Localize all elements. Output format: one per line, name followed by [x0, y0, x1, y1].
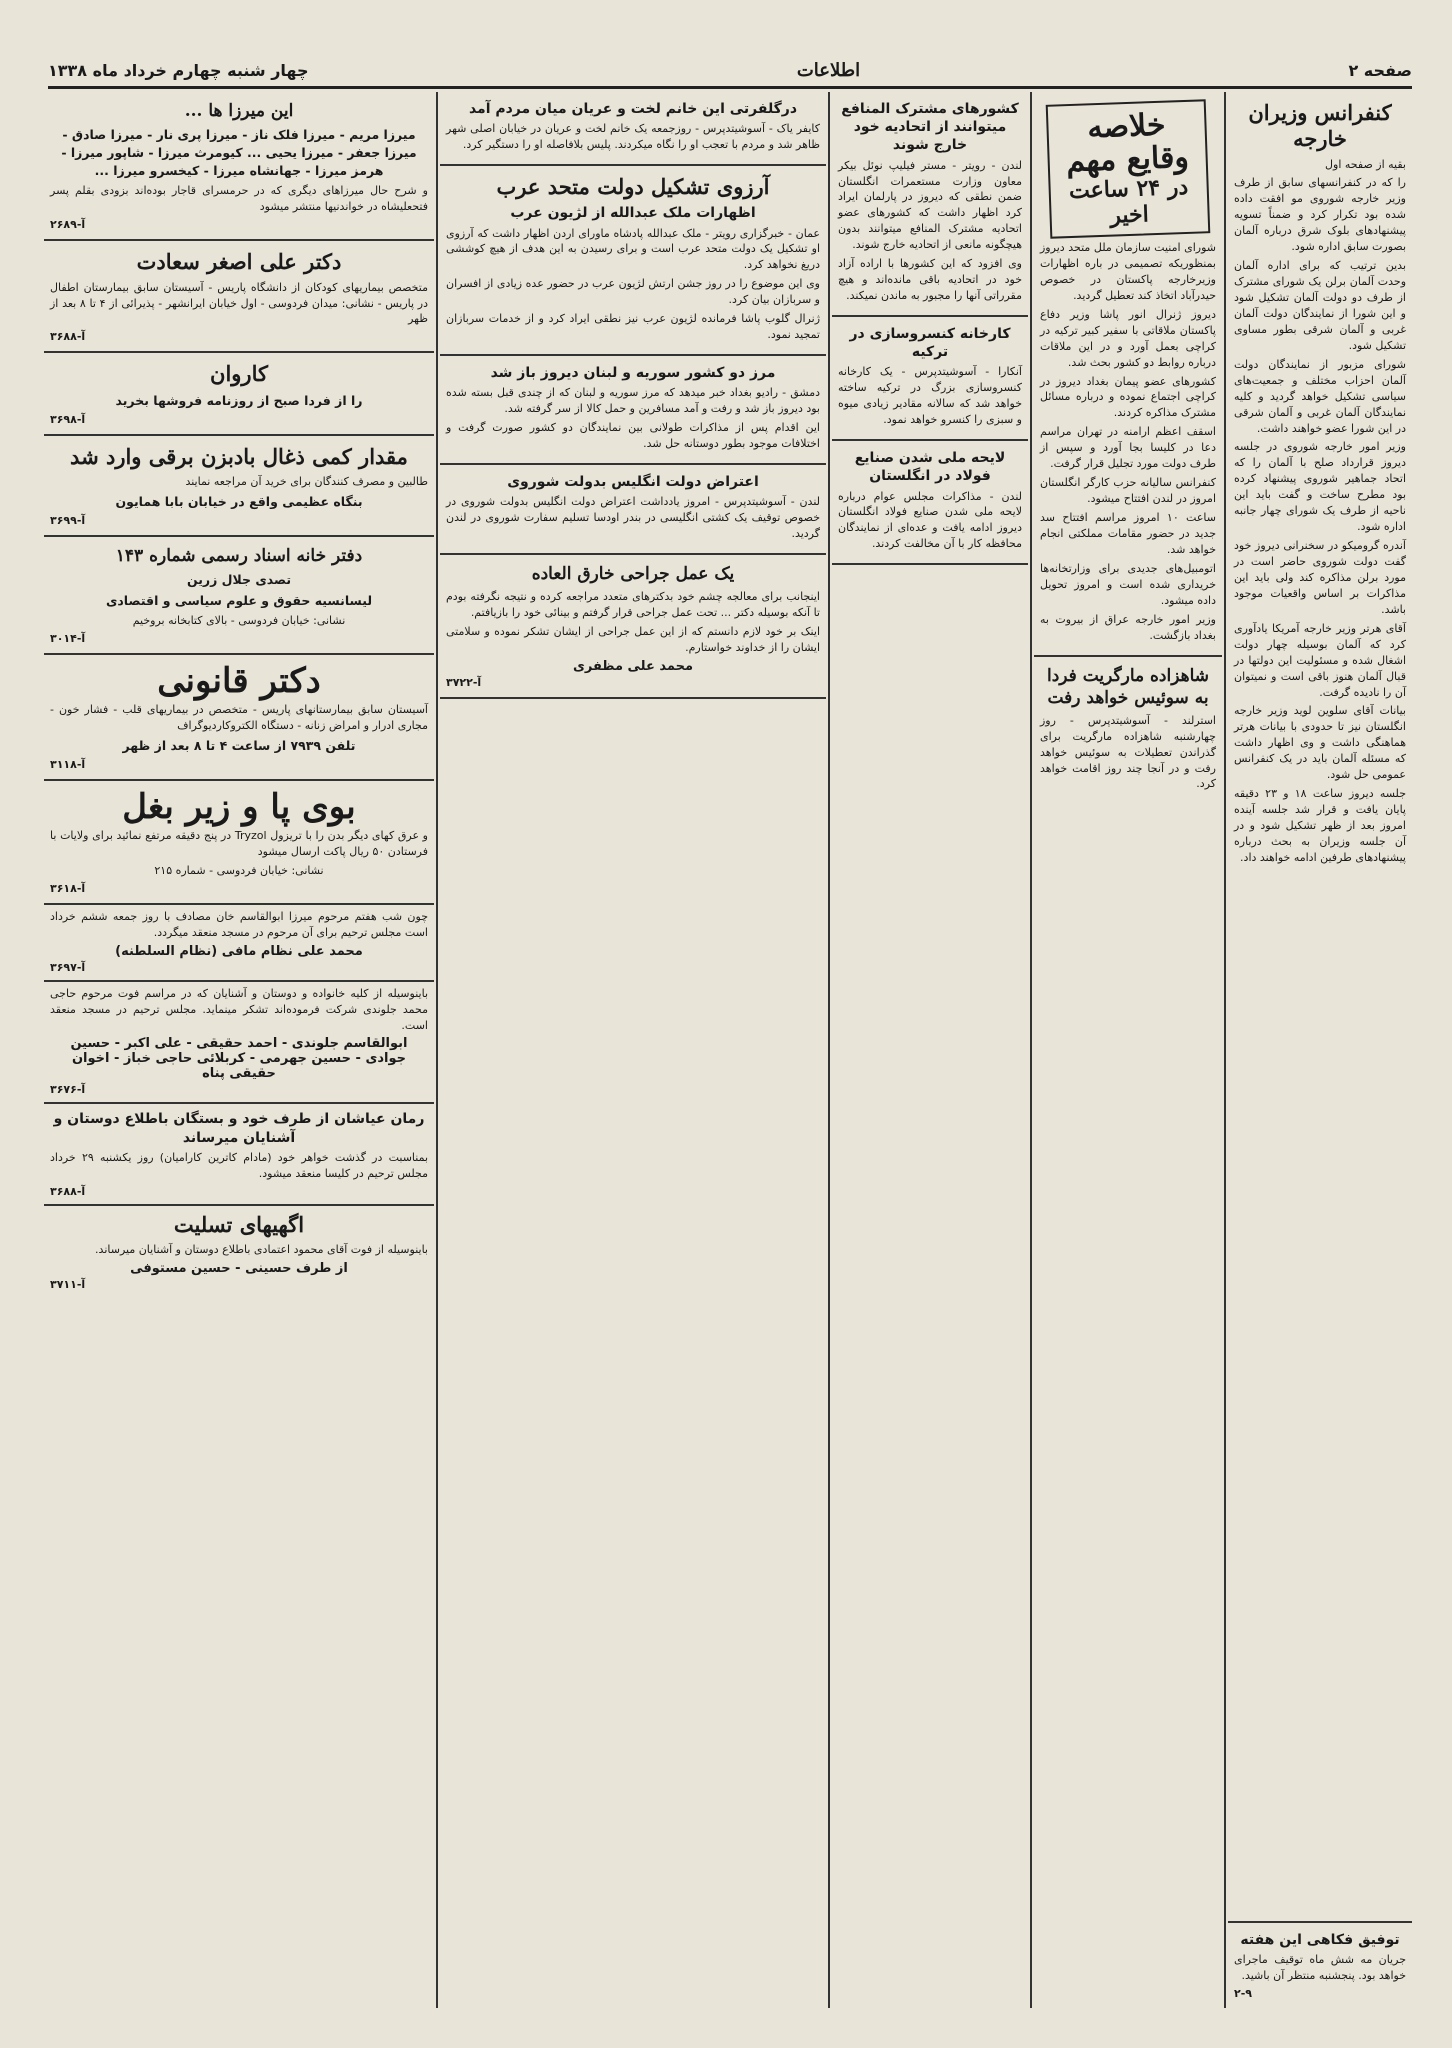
column-summary — [1034, 92, 1222, 2008]
article-steel — [832, 441, 1028, 565]
ad-charcoal — [44, 436, 434, 537]
paragraph: کنفرانس سالیانه حزب کارگر انگلستان امروز در لندن افتتاح میشود. — [1040, 476, 1216, 506]
ad-text: باینوسیله از فوت آقای محمود اعتمادی باطلاع دوستان و آشنایان میرساند. — [95, 1242, 428, 1256]
article-title: کشورهای مشترک المنافع میتوانند از اتحادیه خود خارج شوند — [841, 101, 1019, 154]
paragraph: آنکارا - آسوشیتدپرس - یک کارخانه کنسروسازی بزرگ در ترکیه ساخته خواهد شد که سالانه مقادیر زیادی میوه و سبزی را کنسرو خواهد نمود. — [838, 365, 1022, 427]
paragraph: بیانات آقای سلوین لوید وزیر خارجه انگلستان نیز تا حدودی با بیانات هرتر هماهنگی داشت و وی اظهار داشت که مسئله آلمان باید در یک کنفرانس عمومی حل شود. — [1234, 704, 1406, 782]
section-title: اگهیهای تسلیت — [173, 1211, 305, 1237]
paragraph: اینک بر خود لازم دانستم که از این عمل جراحی از ایشان تشکر نموده و سلامتی ایشان را از خداوند خواستارم. — [446, 624, 820, 654]
ad-memorial-2 — [44, 982, 434, 1105]
ad-title: مقدار کمی ذغال بادبزن برقی وارد شد — [70, 443, 408, 469]
paragraph: کایفر یاک - آسوشیتدپرس - روزجمعه یک خانم لخت و عریان در خیابان اصلی شهر ظاهر شد و مردم با تعجب او را نگاه میکردند. پلیس بلافاصله او را دستگیر کرد. — [446, 122, 820, 152]
signature: محمد علی نظام مافی (نظام السلطنه) — [115, 943, 363, 959]
news-summary — [1034, 92, 1222, 657]
ad-text: بمناسبت در گذشت خواهر خود (مادام کاترین کارامیان) روز یکشنبه ۲۹ خرداد مجلس ترحیم در کلیسا منعقد میشود. — [50, 1150, 429, 1180]
header-rule — [48, 86, 1412, 89]
ad-text: تلفن ۷۹۳۹ از ساعت ۴ تا ۸ بعد از ظهر — [122, 738, 356, 754]
ad-code: آ-۳۶۷۶ — [50, 1083, 86, 1097]
ad-text: میرزا مریم - میرزا فلک ناز - میرزا پری نار - میرزا صادق - میرزا جعفر - میرزا یحیی ... کیومرث میرزا - شاپور میرزا - هرمز میرزا - جهانشاه میرزا - کیخسرو میرزا ... — [61, 127, 417, 179]
ad-doctor-saadat — [44, 241, 434, 353]
ad-text: متخصص بیماریهای کودکان از دانشگاه پاریس - آسیستان سابق بیمارستان اطفال در پاریس - نشانی: میدان فردوسی - اول خیابان ایرانشهر - پذیرائی از ۴ تا ۸ بعد از ظهر — [50, 280, 428, 326]
ad-text: آسیستان سابق بیمارستانهای پاریس - متخصص در بیماریهای قلب - فشار خون - مجاری ادرار و امراض زنانه - دستگاه الکتروکاردیوگراف — [50, 703, 428, 733]
paragraph: وزیر امور خارجه عراق از بیروت به بغداد بازگشت. — [1040, 612, 1216, 642]
article-title: کارخانه کنسروسازی در ترکیه — [849, 326, 1011, 361]
ad-code: آ-۳۶۸۸ — [50, 1184, 86, 1198]
ad-code: آ-۳۶۸۸ — [50, 330, 86, 344]
ad-text: نشانی: خیابان فردوسی - بالای کتابخانه بروخیم — [132, 614, 346, 628]
ad-doctor-ghanouni — [44, 655, 434, 781]
paragraph: کشورهای عضو پیمان بغداد دیروز در کراچی اجتماع نموده و درباره مسائل مشترک مذاکره کردند. — [1040, 374, 1216, 420]
signature: از طرف حسینی - حسین مستوفی — [130, 1260, 348, 1276]
ad-title: دکتر قانونی — [157, 661, 321, 702]
paragraph: شورای امنیت سازمان ملل متحد دیروز بمنظوریکه تصمیمی در باره اظهارات وزیرخارجه پاکستان در خصوص حیدرآباد اتخاذ کند تعطیل گردید. — [1040, 241, 1216, 302]
paragraph: دمشق - رادیو بغداد خبر میدهد که مرز سوریه و لبنان که از چندی قبل بسته شده بود دیروز باز شد و رفت و آمد مسافرین و حمل کالا از سر گرفته شد. — [446, 386, 820, 416]
logo-line: خلاصه وقایع مهم — [1065, 107, 1190, 180]
paragraph: شورای مزبور از نمایندگان دولت آلمان احزاب مختلف و جمعیت‌های سیاسی تشکیل خواهد گردید و کلیه نمایندگان آلمان غربی و آلمان شرقی در این شورا عضو خواهند داشت. — [1234, 357, 1406, 435]
paragraph: لندن - آسوشیتدپرس - امروز یادداشت اعتراض دولت انگلیس بدولت شوروی در خصوص توقیف یک کشتی انگلیسی در بندر اودسا تسلیم سفارت شوروی در لندن گردید. — [446, 495, 820, 541]
article-cannery — [832, 317, 1028, 441]
ad-code: آ-۳۶۹۹ — [50, 514, 86, 528]
signature: محمد علی مظفری — [572, 658, 694, 674]
ad-code: آ-۳۷۱۱ — [50, 1277, 86, 1291]
ad-title: رمان عیاشان از طرف خود و بستگان باطلاع دوستان و آشنایان میرساند — [53, 1111, 425, 1146]
ad-condolences — [44, 1206, 434, 1297]
column-lower-news — [832, 1040, 1028, 2008]
paragraph: اتومبیل‌های جدیدی برای وزارتخانه‌ها خریداری شده است و امروز تحویل داده میشود. — [1040, 561, 1216, 607]
ad-memorial-1 — [44, 905, 434, 982]
ad-title: بوی پا و زیر بغل — [122, 787, 356, 828]
article-title: شاهزاده مارگریت فردا به سوئیس خواهد رفت — [1047, 665, 1209, 708]
paragraph: عمان - خبرگزاری رویتر - ملک عبدالله پادشاه ماورای اردن اظهار داشت که آرزوی او تشکیل یک دولت متحد عرب است و برای رسیدن به این هدف از هیچ کوششی دریغ نخواهد کرد. — [446, 226, 820, 272]
paragraph: را که در کنفرانسهای سابق از طرف وزیر خارجه شوروی مو افقت داده شده بود تکرار کرد و ضمناً تسویه پیشنهادهای بلوک شرق درباره آلمان بصورت سابق اداره شود. — [1234, 176, 1406, 254]
paragraph: لندن - رویتر - مستر فیلیپ نوئل بیکر معاون وزارت مستعمرات انگلستان ضمن نطقی که دیروز در پارلمان ایراد کرد اظهار داشت که کشورهای عضو اتحادیه مشترک المنافع میتوانند بدون هیچگونه مانعی از اتحادیه خارج شوند. — [838, 158, 1022, 252]
ad-karevan — [44, 353, 434, 435]
ad-memorial-3 — [44, 1104, 434, 1205]
article-conference — [1228, 92, 1412, 877]
article-border — [440, 356, 826, 465]
article-title: لایحه ملی شدن صنایع فولاد در انگلستان — [854, 450, 1006, 485]
summary-logo — [1046, 99, 1210, 238]
notice-magazine — [1228, 1921, 1412, 2008]
ad-mirzas — [44, 92, 434, 241]
signature: ابوالقاسم جلوندی - احمد حقیقی - علی اکبر - حسین جوادی - حسین جهرمی - کربلائی حاجی خباز - اخوان حقیقی پناه — [70, 1036, 408, 1082]
column-divider — [1030, 92, 1032, 2008]
ad-code: آ-۳۷۲۲ — [446, 675, 482, 689]
paragraph: آندره گرومیکو در سخنرانی دیروز خود گفت دولت شوروی حاضر است در مورد برلن مذاکره کند ولی باید این مذاکرات بر اساس واقعیات موجود باشد. — [1234, 539, 1406, 616]
paragraph: ساعت ۱۰ امروز مراسم افتتاح سد جدید در حضور مقامات مملکتی انجام خواهد شد. — [1040, 511, 1216, 556]
column-ads — [44, 92, 434, 2008]
page-number: صفحه ۲ — [1348, 60, 1412, 80]
ad-text: را از فردا صبح از روزنامه فروشها بخرید — [115, 392, 363, 408]
article-subtitle: اظهارات ملک عبدالله از لژیون عرب — [510, 205, 756, 222]
paragraph: بدین ترتیب که برای اداره آلمان وحدت آلمان برلن یک شورای مشترک از طرف دو دولت آلمان تشکیل شود و این شورا از نمایندگان دولت آلمان غربی و آلمان شرقی بطور مساوی تشکیل شود. — [1234, 259, 1406, 352]
column-middle-lower — [440, 1060, 826, 2008]
article-arab-state — [440, 166, 826, 356]
logo-line: در ۲۴ ساعت اخیر — [1068, 173, 1189, 229]
paragraph: استرلند - آسوشیتدپرس - روز چهارشنبه شاهزاده مارگریت برای گذراندن تعطیلات به سوئیس خواهد رفت و در آنجا چند روز اقامت خواهد کرد. — [1040, 713, 1216, 791]
paragraph: لندن - مذاکرات مجلس عوام درباره لایحه ملی شدن صنایع فولاد انگلستان دیروز ادامه یافت و عده‌ای از نمایندگان محافظه کار با آن مخالفت کردند. — [838, 489, 1022, 551]
ad-text: لیسانسیه حقوق و علوم سیاسی و اقتصادی — [105, 593, 373, 609]
surgery-body — [446, 561, 820, 689]
ad-text: تصدی جلال زرین — [186, 572, 292, 588]
paragraph: اسقف اعظم ارامنه در تهران مراسم دعا در کلیسا بجا آورد و سپس از طرف دولت مورد تجلیل قرار گرفت. — [1040, 425, 1216, 471]
paragraph: جلسه دیروز ساعت ۱۸ و ۲۳ دقیقه پایان یافت و قرار شد جلسه آینده امروز بعد از ظهر تشکیل شود و در آن جلسه وزیران به بحث درباره پیشنهادهای طرفین ادامه خواهند داد. — [1234, 787, 1407, 864]
paragraph: وی افزود که این کشورها با اراده آزاد خود در اتحادیه باقی مانده‌اند و هیچ مقرراتی آنها را مجبور به ماندن نمیکند. — [838, 257, 1022, 303]
ad-text: باینوسیله از کلیه خانواده و دوستان و آشنایان که در مراسم فوت مرحوم حاجی محمد جلوندی شرکت فرموده‌اند تشکر مینماید. مجلس ترحیم در مسجد منعقد است. — [50, 986, 428, 1032]
column-divider — [436, 92, 438, 2008]
ad-text: چون شب هفتم مرحوم میرزا ابوالقاسم خان مصادف با روز جمعه ششم خرداد است مجلس ترحیم برای آن مرحوم در مسجد منعقد میگردد. — [50, 909, 428, 939]
ad-code: آ-۳۱۱۸ — [50, 758, 86, 772]
article-title: مرز دو کشور سوریه و لبنان دیروز باز شد — [490, 365, 776, 382]
ad-text: نشانی: خیابان فردوسی - شماره ۲۱۵ — [154, 863, 324, 877]
ad-text: بنگاه عظیمی واقع در خیابان بابا همایون — [115, 493, 363, 509]
paragraph: این اقدام پس از مذاکرات طولانی بین نمایندگان دو کشور صورت گرفت و اختلافات موجود بطور دوستانه حل شد. — [446, 421, 820, 451]
ad-title: دفتر خانه اسناد رسمی شماره ۱۴۳ — [115, 546, 363, 567]
ad-title: دکتر علی اصغر سعادت — [136, 249, 342, 275]
paragraph: وزیر امور خارجه شوروی در جلسه دیروز قرارداد صلح با آلمان را که اتحاد جماهیر شوروی پیشنهاد کرده بود مطرح ساخت و گفت باید این ناحیه از طرف یک شورای چهار جانبه اداره شود. — [1234, 440, 1406, 534]
ad-notary — [44, 537, 434, 655]
notice-title: توفیق فکاهی این هفته — [1240, 1931, 1400, 1948]
article-title: آرزوی تشکیل دولت متحد عرب — [496, 174, 770, 200]
issue-date: چهار شنبه چهارم خرداد ماه ۱۳۳۸ — [48, 60, 309, 80]
article-margaret — [1034, 657, 1222, 804]
paper-name: اطلاعات — [796, 59, 861, 81]
ad-surgery — [440, 555, 826, 699]
paragraph: اینجانب برای معالجه چشم خود بدکترهای متعدد مراجعه کرده و نتیجه نگرفته بودم تا آنکه بوسیله دکتر ... تحت عمل جراحی قرار گرفتم و بینائی خود را بازیافتم. — [446, 590, 820, 620]
ad-text: و شرح حال میرزاهای دیگری که در حرمسرای قاجار بوده‌اند بزودی بقلم پسر فتحعلیشاه در خواندنیها منتشر میشود — [50, 184, 428, 214]
paragraph: ژنرال گلوب پاشا فرمانده لژیون عرب نیز نطقی ایراد کرد و از خدمات سربازان تمجید نمود. — [446, 312, 820, 342]
ad-code: آ-۳۶۱۸ — [50, 881, 86, 895]
ad-title: کاروان — [210, 361, 268, 387]
ad-code: آ-۲۶۸۹ — [50, 218, 86, 232]
article-title: کنفرانس وزیران خارجه — [1248, 100, 1392, 152]
article-title: اعتراض دولت انگلیس بدولت شوروی — [507, 474, 759, 490]
article-commonwealth — [832, 92, 1028, 317]
ad-code: ۲-۹ — [1234, 1987, 1252, 2000]
column-divider — [828, 92, 830, 2008]
ad-code: آ-۳۶۹۸ — [50, 412, 86, 426]
ad-title: یک عمل جراحی خارق العاده — [531, 564, 735, 584]
column-conference — [1228, 92, 1412, 2008]
notice-text: جریان مه شش ماه توقیف ماجرای خواهد بود. پنجشنبه منتظر آن باشید. — [1234, 1953, 1406, 1983]
ad-code: آ-۳۶۹۷ — [50, 960, 86, 974]
continued-note: بقیه از صفحه اول — [1325, 157, 1406, 171]
ad-text: طالبین و مصرف کنندگان برای خرید آن مراجعه نمایند — [185, 475, 428, 489]
paragraph: وی این موضوع را در روز جشن ارتش لژیون عرب در حضور عده زیادی از افسران و سربازان بیان کرد. — [446, 277, 820, 307]
article-woman — [440, 92, 826, 166]
ad-code: آ-۳۰۱۴ — [50, 632, 86, 646]
article-title: درگلفرتی این خانم لخت و عریان میان مردم آمد — [468, 101, 798, 117]
ad-tryzol — [44, 781, 434, 905]
column-divider — [1224, 92, 1226, 2008]
article-protest — [440, 465, 826, 555]
paragraph: دیروز ژنرال انور پاشا وزیر دفاع پاکستان ملاقاتی با سفیر کبیر ترکیه در کراچی بعمل آورد و در این ملاقات درباره روابط دو کشور بحث شد. — [1040, 307, 1216, 369]
paragraph: آقای هرتر وزیر خارجه آمریکا یادآوری کرد که آلمان بوسیله چهار دولت اشغال شده و مسئولیت این دولتها در قبال آلمان هنوز باقی است و نمیتوان آن را نادیده گرفت. — [1234, 621, 1406, 699]
page-header — [48, 56, 1412, 84]
ad-title: این میرزا ها ... — [184, 101, 294, 121]
ad-text: و عرق کهای دیگر بدن را با تریزول Tryzol در پنج دقیقه مرتفع نمائید برای ولایات با فرستادن ۵۰ ریال پاکت ارسال میشود — [50, 828, 428, 858]
